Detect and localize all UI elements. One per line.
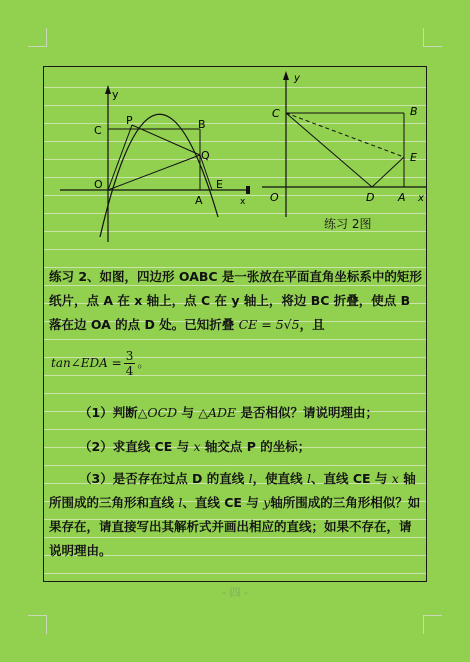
corner-mark-bottom-left xyxy=(28,615,47,634)
y-axis-arrow xyxy=(105,85,111,94)
problem-frame xyxy=(43,66,427,582)
fold-line-CE xyxy=(286,113,404,157)
question-2 xyxy=(49,435,423,459)
question-3 xyxy=(49,467,423,563)
q1-prefix: （1）判断 xyxy=(79,405,138,420)
x-axis-arrow xyxy=(246,186,250,194)
q3-part-a: （3）是否存在过点 D 的直线 xyxy=(79,471,245,486)
label-C-right: C xyxy=(272,107,280,120)
q3-part-f: 轴所围成的三角形相似？如果存在，请直接写出其解析式并画出相应的直线；如果不存在，请说明理由。 xyxy=(49,495,421,558)
tan-fraction xyxy=(124,349,136,378)
label-P: P xyxy=(126,114,133,127)
q3-part-d: 轴所围成的三角形和直线 xyxy=(49,471,416,510)
tan-numerator: 3 xyxy=(125,349,134,363)
corner-mark-top-left xyxy=(28,28,47,47)
tan-equation xyxy=(51,349,149,378)
segment-DE xyxy=(372,157,404,187)
label-x-axis-right: x xyxy=(418,193,424,204)
q1-triangle-ade: △ADE xyxy=(198,405,237,420)
label-y-axis: y xyxy=(112,88,119,101)
q3-l-symbol-3: l xyxy=(178,495,183,510)
label-y-axis-right: y xyxy=(294,73,300,84)
q3-part-c: 、直线 CE 与 xyxy=(311,471,388,486)
label-C: C xyxy=(94,124,102,137)
q3-l-symbol-2: l xyxy=(307,471,312,486)
tan-lhs: tan∠EDA = xyxy=(51,356,122,370)
q3-x-symbol: x xyxy=(391,471,399,486)
label-A: A xyxy=(195,194,203,207)
fold-figure xyxy=(254,67,426,239)
label-B-right: B xyxy=(410,105,418,118)
ce-expression: CE = 5√5 xyxy=(238,317,300,332)
parabola-figure xyxy=(50,67,250,247)
q1-middle: 与 xyxy=(181,405,195,420)
label-x-axis: x xyxy=(240,197,246,207)
problem-intro xyxy=(49,265,423,337)
label-E-right: E xyxy=(410,151,417,164)
q2-suffix: 轴交点 P 的坐标； xyxy=(204,439,311,454)
q3-part-b: ，使直线 xyxy=(252,471,303,486)
q2-x-symbol: x xyxy=(193,439,201,454)
page-number: - 四 - xyxy=(222,586,248,599)
label-O-right: O xyxy=(270,191,279,204)
label-B: B xyxy=(198,118,206,131)
corner-mark-bottom-right xyxy=(423,615,442,634)
q1-triangle-ocd: △OCD xyxy=(137,405,178,420)
label-A-right: A xyxy=(398,191,406,204)
figure-caption: 练习 2图 xyxy=(324,217,372,231)
label-D-right: D xyxy=(366,191,375,204)
q3-part-e: 、直线 CE 与 xyxy=(182,495,259,510)
ce-suffix: ，且 xyxy=(299,317,325,332)
q2-prefix: （2）求直线 CE 与 xyxy=(79,439,190,454)
tan-denominator: 4 xyxy=(125,364,134,378)
tan-end: 。 xyxy=(137,356,150,370)
segment-OQ xyxy=(108,155,200,190)
question-1 xyxy=(49,401,423,425)
label-E: E xyxy=(216,178,223,191)
y-axis-arrow-right xyxy=(283,71,289,80)
segment-OP xyxy=(108,125,132,190)
intro-text: 练习 2、如图，四边形 OABC 是一张放在平面直角坐标系中的矩形纸片，点 A 在 x 轴上，点 C 在 y 轴上，将边 BC 折叠，使点 B 落在边 OA 的点 D 处。已知折叠 xyxy=(49,269,422,332)
q3-l-symbol-1: l xyxy=(248,471,253,486)
q3-y-symbol: y xyxy=(263,495,271,510)
label-O: O xyxy=(94,178,103,191)
label-Q: Q xyxy=(201,149,210,162)
corner-mark-top-right xyxy=(423,28,442,47)
q1-suffix: 是否相似？请说明理由； xyxy=(240,405,379,420)
segment-CD xyxy=(286,113,372,187)
